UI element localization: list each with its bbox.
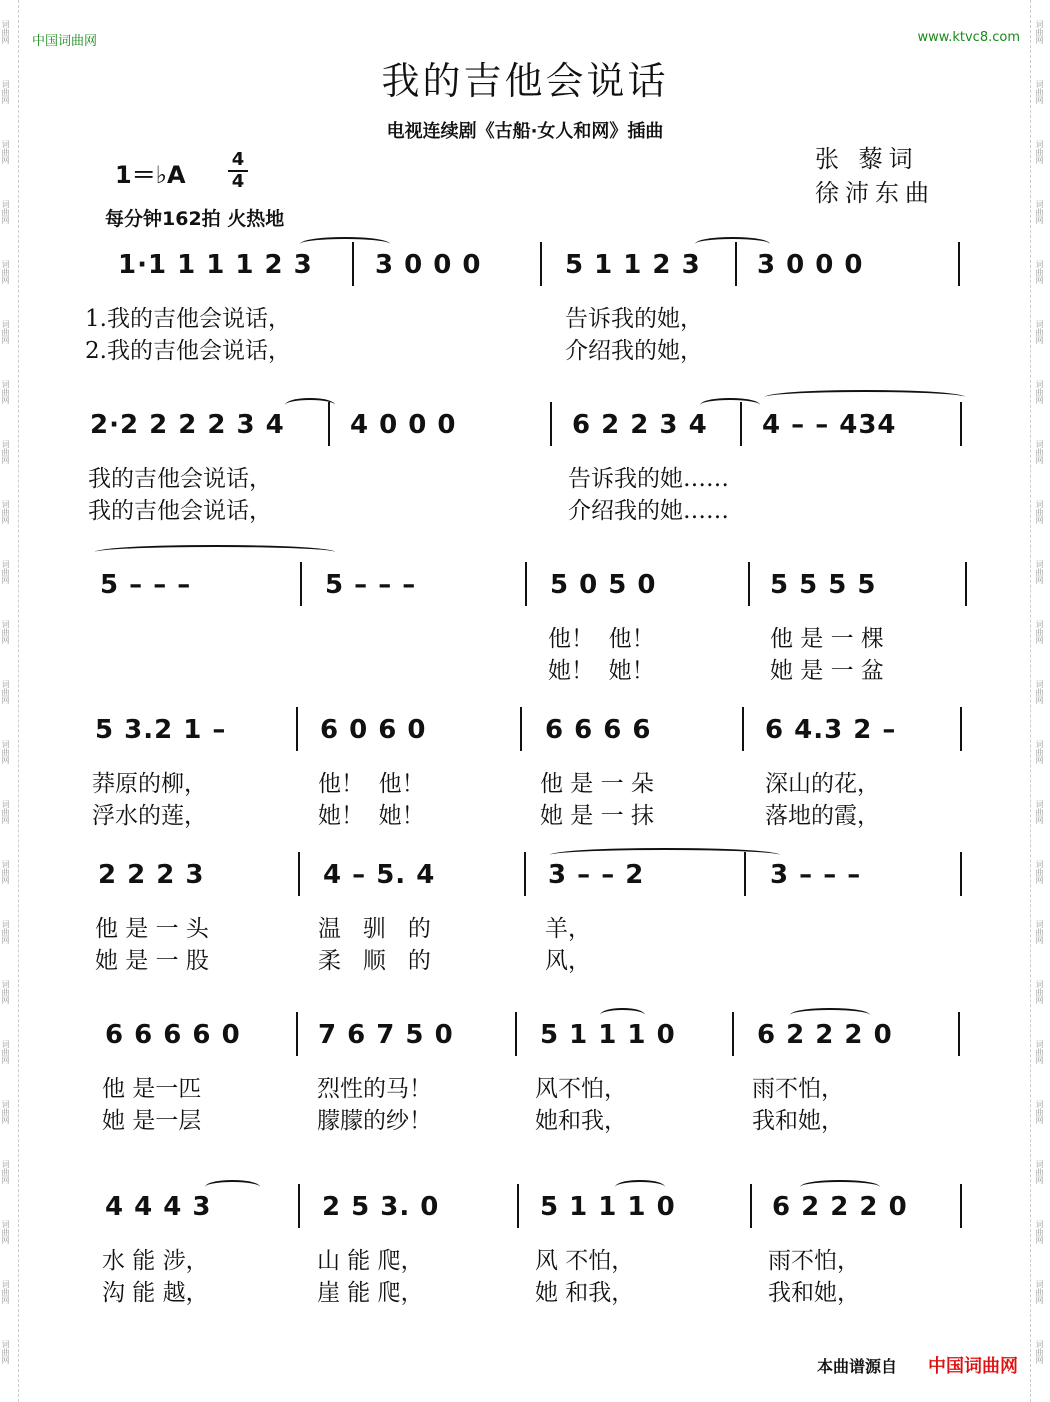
measure-notes: 2 5 3. 0: [322, 1192, 440, 1222]
lyric-line-1: 他 是 一 朵: [540, 771, 654, 797]
watermark-block: 词曲网: [1035, 1340, 1044, 1364]
lyric-line-2: 她 是一层: [102, 1108, 202, 1134]
watermark-block: 词曲网: [1, 860, 10, 884]
measure-notes: 5 5 5 5: [770, 570, 877, 600]
measure-notes: 6 6 6 6 0: [105, 1020, 241, 1050]
lyric-line-1: 他 是 一 头: [95, 916, 209, 942]
lyric-line-1: 风不怕，: [535, 1076, 627, 1102]
measure-notes: 2·2 2 2 2 3 4: [90, 410, 285, 440]
watermark-block: 词曲网: [1, 1340, 10, 1364]
lyric-line-1: 山 能 爬，: [317, 1248, 424, 1274]
watermark-block: 词曲网: [1, 200, 10, 224]
watermark-block: 词曲网: [1035, 320, 1044, 344]
watermark-block: 词曲网: [1035, 260, 1044, 284]
barline: [750, 1184, 752, 1228]
watermark-block: 词曲网: [1, 1280, 10, 1304]
lyric-line-2: 她 和我，: [535, 1280, 635, 1306]
watermark-block: 词曲网: [1035, 200, 1044, 224]
lyric-line-2: 她！ 她！: [548, 658, 655, 684]
watermark-block: 词曲网: [1, 440, 10, 464]
watermark-block: 词曲网: [1035, 380, 1044, 404]
barline: [550, 402, 552, 446]
measure-notes: 5 – – –: [100, 570, 192, 600]
slur: [615, 1180, 665, 1194]
watermark-block: 词曲网: [1035, 140, 1044, 164]
site-name-left[interactable]: 中国词曲网: [32, 34, 98, 49]
watermark-block: 词曲网: [1035, 1160, 1044, 1184]
lyric-line-1: 雨不怕，: [768, 1248, 860, 1274]
lyric-line-2: 浮水的莲，: [92, 803, 207, 829]
watermark-block: 词曲网: [1, 1160, 10, 1184]
tempo-marking: 每分钟162拍 火热地: [105, 208, 285, 230]
barline: [515, 1012, 517, 1056]
watermark-block: 词曲网: [1035, 80, 1044, 104]
watermark-block: 词曲网: [1, 320, 10, 344]
margin-line-left: [18, 0, 19, 1402]
lyric-line-1: 温 驯 的: [318, 916, 431, 942]
watermark-block: 词曲网: [1035, 920, 1044, 944]
song-subtitle: 电视连续剧《古船·女人和网》插曲: [386, 121, 664, 142]
lyric-line-2: 她 是 一 盆: [770, 658, 884, 684]
measure-notes: 3 0 0 0: [757, 250, 864, 280]
measure-notes: 5 1 1 1 0: [540, 1020, 676, 1050]
barline: [517, 1184, 519, 1228]
measure-notes: 6 4.3 2 –: [765, 715, 897, 745]
lyric-line-1: 风 不怕，: [535, 1248, 635, 1274]
measure-notes: 3 0 0 0: [375, 250, 482, 280]
lyric-line-1: 烈性的马！: [317, 1076, 432, 1102]
lyric-line-1: 羊，: [545, 916, 591, 942]
lyric-line-1: 1.我的吉他会说话，: [85, 306, 291, 332]
slur: [205, 1180, 260, 1194]
lyric-line-2: 风，: [545, 948, 591, 974]
barline: [748, 562, 750, 606]
watermark-block: 词曲网: [1035, 500, 1044, 524]
barline: [298, 1184, 300, 1228]
watermark-block: 词曲网: [1, 740, 10, 764]
time-bottom: 4: [231, 171, 245, 192]
measure-notes: 6 2 2 2 0: [772, 1192, 908, 1222]
lyric-line-2: 她 是 一 股: [95, 948, 209, 974]
barline: [300, 562, 302, 606]
lyric-line-2: 她！ 她！: [318, 803, 425, 829]
measure-notes: 6 6 6 6: [545, 715, 652, 745]
barline: [524, 852, 526, 896]
watermark-block: 词曲网: [1035, 20, 1044, 44]
barline: [960, 707, 962, 751]
watermark-block: 词曲网: [1, 380, 10, 404]
slur: [695, 237, 770, 251]
barline: [296, 707, 298, 751]
slur: [600, 1008, 645, 1022]
measure-notes: 5 – – –: [325, 570, 417, 600]
slur: [700, 398, 760, 412]
slur: [800, 1180, 880, 1194]
lyric-line-1: 我的吉他会说话，: [88, 466, 272, 492]
slur: [95, 545, 335, 559]
watermark-block: 词曲网: [1035, 980, 1044, 1004]
lyric-line-1: 他 是 一 棵: [770, 626, 884, 652]
watermark-block: 词曲网: [1035, 1220, 1044, 1244]
measure-notes: 4 4 4 3: [105, 1192, 212, 1222]
watermark-block: 词曲网: [1, 1220, 10, 1244]
watermark-block: 词曲网: [1035, 860, 1044, 884]
barline: [520, 707, 522, 751]
barline: [540, 242, 542, 286]
watermark-block: 词曲网: [1035, 1040, 1044, 1064]
watermark-block: 词曲网: [1035, 560, 1044, 584]
watermark-block: 词曲网: [1035, 740, 1044, 764]
lyric-line-1: 他 是一匹: [102, 1076, 202, 1102]
time-top: 4: [231, 149, 245, 170]
barline: [732, 1012, 734, 1056]
measure-notes: 6 2 2 2 0: [757, 1020, 893, 1050]
lyric-line-2: 我和她，: [752, 1108, 844, 1134]
lyric-line-1: 告诉我的她，: [565, 306, 703, 332]
watermark-block: 词曲网: [1, 920, 10, 944]
watermark-block: 词曲网: [1, 140, 10, 164]
measure-notes: 4 – – 434: [762, 410, 897, 440]
source-site[interactable]: 中国词曲网: [928, 1356, 1018, 1377]
measure-notes: 6 2 2 3 4: [572, 410, 708, 440]
lyric-line-2: 2.我的吉他会说话，: [85, 338, 291, 364]
lyric-line-1: 他！ 他！: [548, 626, 655, 652]
watermark-block: 词曲网: [1, 20, 10, 44]
lyric-line-1: 雨不怕，: [752, 1076, 844, 1102]
slur: [550, 848, 780, 862]
lyric-line-2: 崖 能 爬，: [317, 1280, 424, 1306]
measure-notes: 3 – – –: [770, 860, 862, 890]
watermark-block: 词曲网: [1, 980, 10, 1004]
lyric-line-1: 告诉我的她……: [568, 466, 729, 492]
lyric-line-2: 柔 顺 的: [318, 948, 431, 974]
lyric-line-2: 介绍我的她，: [565, 338, 703, 364]
watermark-block: 词曲网: [1, 560, 10, 584]
measure-notes: 4 – 5. 4: [323, 860, 436, 890]
watermark-block: 词曲网: [1, 260, 10, 284]
lyric-line-2: 沟 能 越，: [102, 1280, 209, 1306]
watermark-right: [1034, 0, 1050, 1402]
barline: [958, 1012, 960, 1056]
watermark-block: 词曲网: [1, 80, 10, 104]
margin-line-right: [1030, 0, 1031, 1402]
lyric-line-2: 她 是 一 抹: [540, 803, 654, 829]
site-url-right[interactable]: www.ktvc8.com: [917, 30, 1020, 45]
measure-notes: 5 1 1 1 0: [540, 1192, 676, 1222]
lyricist: 张 藜词: [815, 145, 919, 173]
measure-notes: 7 6 7 5 0: [318, 1020, 454, 1050]
watermark-block: 词曲网: [1035, 1100, 1044, 1124]
lyric-line-2: 落地的霞，: [765, 803, 880, 829]
watermark-block: 词曲网: [1, 800, 10, 824]
watermark-block: 词曲网: [1035, 800, 1044, 824]
credits: [815, 142, 935, 210]
watermark-block: 词曲网: [1035, 620, 1044, 644]
barline: [742, 707, 744, 751]
measure-notes: 3 – – 2: [548, 860, 645, 890]
slur: [765, 390, 965, 404]
time-signature: [228, 150, 248, 192]
lyric-line-2: 我的吉他会说话，: [88, 498, 272, 524]
lyric-line-1: 莽原的柳，: [92, 771, 207, 797]
measure-notes: 1·1 1 1 1 2 3: [118, 250, 313, 280]
barline: [960, 1184, 962, 1228]
watermark-block: 词曲网: [1, 620, 10, 644]
barline: [960, 852, 962, 896]
slur: [790, 1008, 870, 1022]
watermark-block: 词曲网: [1035, 440, 1044, 464]
watermark-block: 词曲网: [1, 500, 10, 524]
lyric-line-1: 他！ 他！: [318, 771, 425, 797]
measure-notes: 4 0 0 0: [350, 410, 457, 440]
lyric-line-2: 介绍我的她……: [568, 498, 729, 524]
source-label: 本曲谱源自: [817, 1357, 898, 1376]
barline: [960, 402, 962, 446]
measure-notes: 5 0 5 0: [550, 570, 657, 600]
measure-notes: 5 1 1 2 3: [565, 250, 701, 280]
composer: 徐沛东曲: [815, 179, 935, 207]
lyric-line-1: 水 能 涉，: [102, 1248, 209, 1274]
key-signature: 1＝♭A: [115, 161, 186, 189]
barline: [296, 1012, 298, 1056]
watermark-block: 词曲网: [1035, 680, 1044, 704]
barline: [525, 562, 527, 606]
barline: [965, 562, 967, 606]
watermark-left: [0, 0, 16, 1402]
lyric-line-2: 我和她，: [768, 1280, 860, 1306]
measure-notes: 2 2 2 3: [98, 860, 205, 890]
barline: [958, 242, 960, 286]
watermark-block: 词曲网: [1, 680, 10, 704]
measure-notes: 6 0 6 0: [320, 715, 427, 745]
slur: [285, 398, 335, 412]
lyric-line-2: 她和我，: [535, 1108, 627, 1134]
lyric-line-1: 深山的花，: [765, 771, 880, 797]
watermark-block: 词曲网: [1, 1040, 10, 1064]
watermark-block: 词曲网: [1, 1100, 10, 1124]
barline: [298, 852, 300, 896]
slur: [300, 237, 390, 251]
lyric-line-2: 朦朦的纱！: [317, 1108, 432, 1134]
watermark-block: 词曲网: [1035, 1280, 1044, 1304]
measure-notes: 5 3.2 1 –: [95, 715, 227, 745]
song-title: 我的吉他会说话: [381, 59, 669, 103]
